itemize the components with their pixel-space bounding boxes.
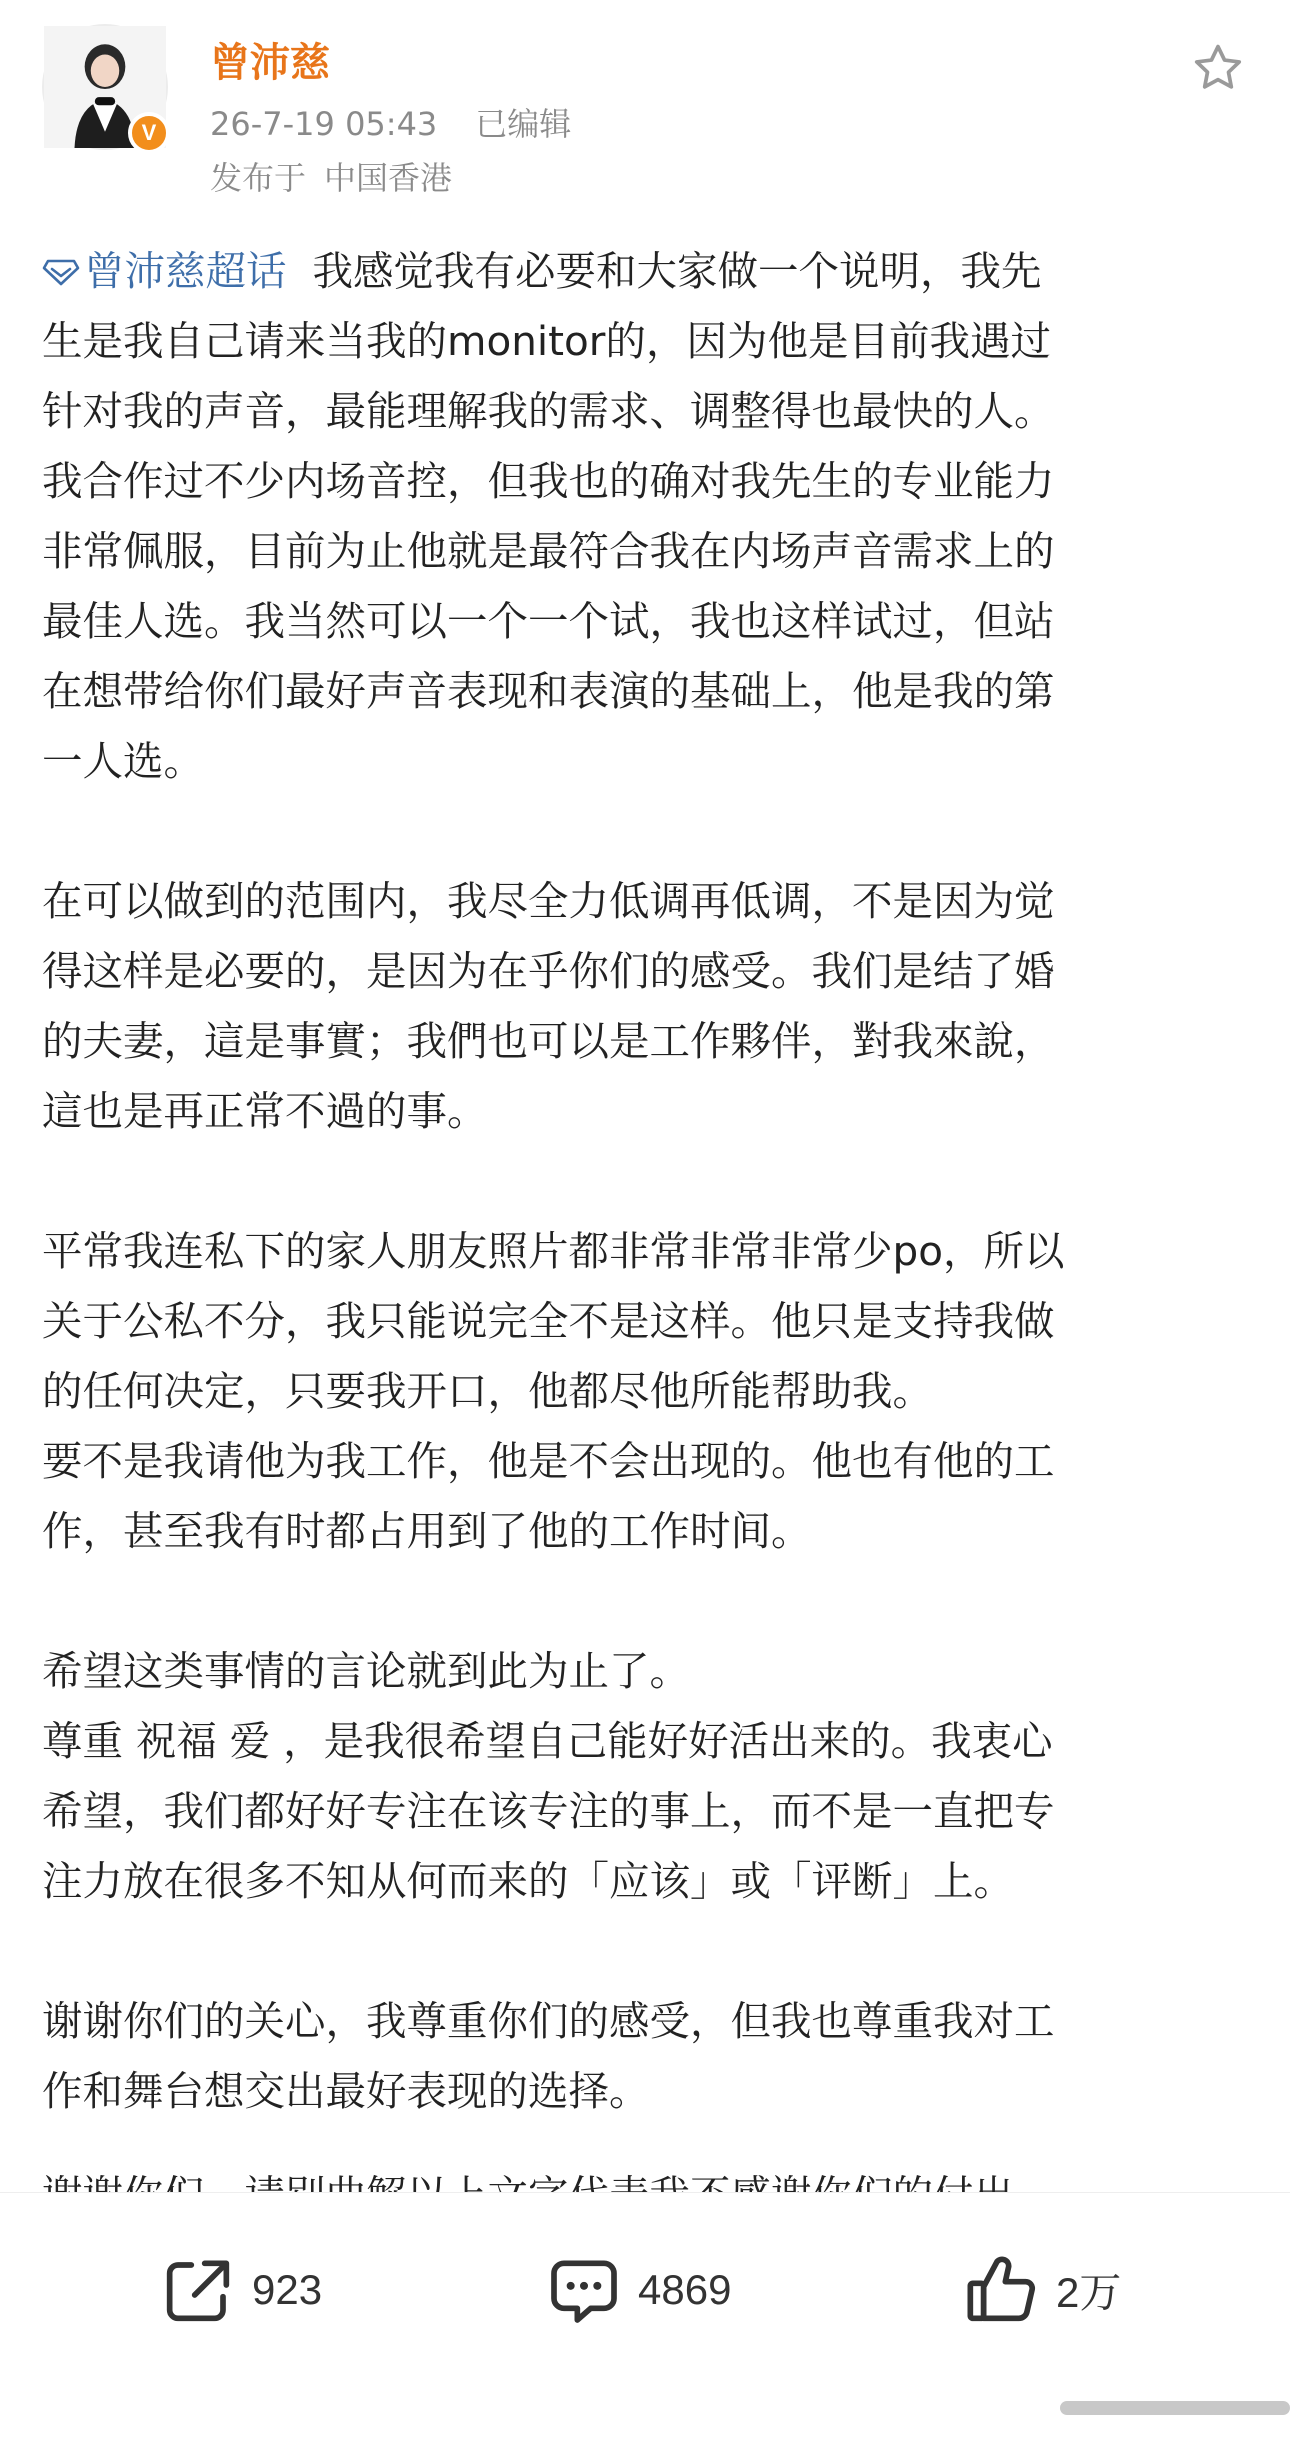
text-line: 這也是再正常不過的事。: [42, 1087, 488, 1135]
username[interactable]: 曾沛慈: [210, 40, 330, 86]
thumbs-up-icon: [962, 2250, 1042, 2330]
paragraph-5: [42, 1986, 1252, 2126]
text-line: 关于公私不分，我只能说完全不是这样。他只是支持我做: [42, 1297, 1055, 1345]
text-line: 尊重 祝福 爱 ，是我很希望自己能好好活出来的。我衷心: [42, 1717, 1053, 1765]
repost-button[interactable]: [158, 2245, 322, 2335]
topic-link[interactable]: [42, 247, 313, 295]
paragraph-2: [42, 866, 1252, 1146]
text-line: 平常我连私下的家人朋友照片都非常非常非常少po，所以: [42, 1227, 1065, 1275]
text-line: 一人选。: [42, 737, 204, 785]
comment-button[interactable]: [544, 2245, 731, 2335]
like-button[interactable]: [962, 2245, 1121, 2335]
comment-count: 4869: [638, 2266, 732, 2313]
post-location: [210, 156, 452, 200]
topic-name[interactable]: 曾沛慈超话: [84, 247, 287, 295]
text-line: [42, 236, 1252, 306]
text-line: 非常佩服，目前为止他就是最符合我在内场声音需求上的: [42, 527, 1055, 575]
paragraph-4: [42, 1636, 1252, 1916]
text-line: 在想带给你们最好声音表现和表演的基础上，他是我的第: [42, 667, 1055, 715]
repost-count: 923: [252, 2266, 323, 2313]
text-line: 我合作过不少内场音控，但我也的确对我先生的专业能力: [42, 457, 1055, 505]
text-line: 注力放在很多不知从何而来的「应该」或「评断」上。: [42, 1857, 1014, 1905]
like-count: 2万: [1056, 2269, 1122, 2316]
text-line-content: 我感觉我有必要和大家做一个说明，我先: [312, 247, 1042, 295]
location-value: 中国香港: [324, 159, 453, 197]
share-arrow-icon: [158, 2250, 238, 2330]
text-line: 生是我自己请来当我的monitor的，因为他是目前我遇过: [42, 317, 1051, 365]
edited-label[interactable]: 已编辑: [475, 105, 572, 143]
text-line: 作，甚至我有时都占用到了他的工作时间。: [42, 1507, 812, 1555]
text-line: 作和舞台想交出最好表现的选择。: [42, 2067, 650, 2115]
truncated-text-line: [42, 2164, 1252, 2188]
text-line: 希望，我们都好好专注在该专注的事上，而不是一直把专: [42, 1787, 1055, 1835]
post-timestamp: 26-7-19 05:43: [210, 105, 438, 143]
post-body: [42, 236, 1252, 2126]
verified-badge: V: [128, 112, 170, 154]
comment-bubble-icon: [544, 2250, 624, 2330]
text-line: 最佳人选。我当然可以一个一个试，我也这样试过，但站: [42, 597, 1055, 645]
text-line: 谢谢你们的关心，我尊重你们的感受，但我也尊重我对工: [42, 1997, 1055, 2045]
text-line: 希望这类事情的言论就到此为止了。: [42, 1647, 690, 1695]
diamond-topic-icon: [42, 257, 80, 287]
text-line: 的任何决定，只要我开口，他都尽他所能帮助我。: [42, 1367, 933, 1415]
favorite-star-icon[interactable]: [1190, 40, 1246, 96]
location-label: 发布于: [210, 159, 307, 197]
post-meta: [210, 102, 571, 146]
text-line: 针对我的声音，最能理解我的需求、调整得也最快的人。: [42, 387, 1055, 435]
paragraph-1: [42, 236, 1252, 796]
text-line: 的夫妻，這是事實；我們也可以是工作夥伴，對我來說，: [42, 1017, 1055, 1065]
paragraph-3: [42, 1216, 1252, 1566]
text-line: 在可以做到的范围内，我尽全力低调再低调，不是因为觉: [42, 877, 1055, 925]
text-line: 要不是我请他为我工作，他是不会出现的。他也有他的工: [42, 1437, 1055, 1485]
action-bar: [0, 2192, 1290, 2450]
text-line: 得这样是必要的，是因为在乎你们的感受。我们是结了婚: [42, 947, 1055, 995]
home-indicator[interactable]: [1060, 2401, 1290, 2415]
